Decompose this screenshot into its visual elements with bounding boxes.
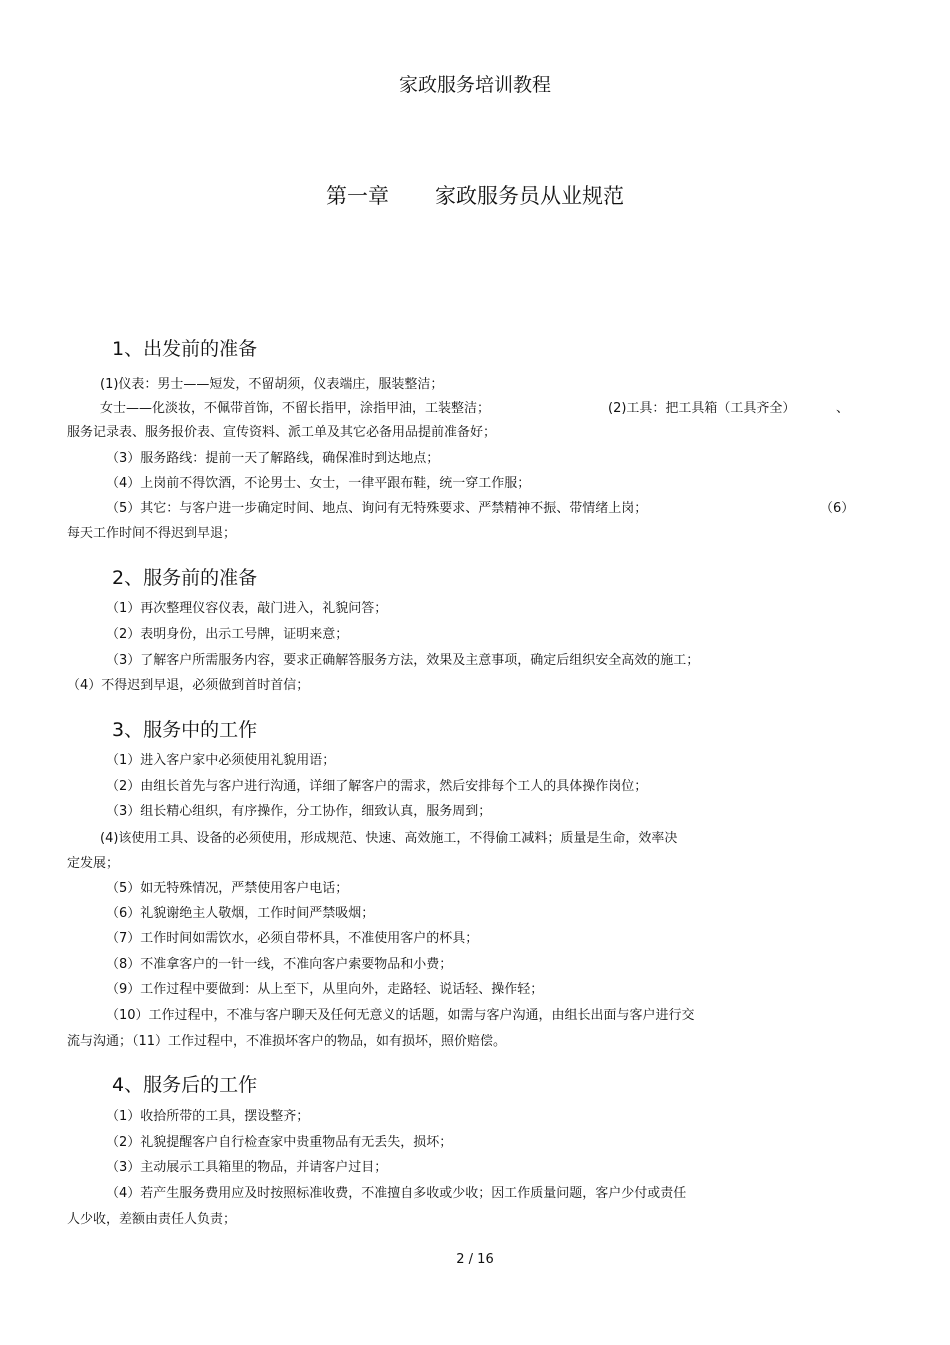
- paragraph-line: （3）了解客户所需服务内容，要求正确解答服务方法，效果及主意事项，确定后组织安全高效的施工；: [106, 653, 700, 668]
- paragraph-line: （5）其它：与客户进一步确定时间、地点、询问有无特殊要求、严禁精神不振、带情绪上岗；: [106, 501, 648, 516]
- paragraph-line: （1）收拾所带的工具，摆设整齐；: [106, 1109, 310, 1124]
- document-title: 家政服务培训教程: [398, 74, 551, 96]
- paragraph-line: （9）工作过程中要做到：从上至下，从里向外，走路轻、说话轻、操作轻；: [106, 982, 544, 997]
- paragraph-line: （2）由组长首先与客户进行沟通，详细了解客户的需求，然后安排每个工人的具体操作岗位；: [106, 779, 648, 794]
- paragraph-line: 女士——化淡妆，不佩带首饰，不留长指甲，涂指甲油，工装整洁；: [100, 401, 491, 416]
- section-heading-3: 3、服务中的工作: [112, 719, 258, 741]
- section-heading-1: 1、出发前的准备: [112, 338, 258, 360]
- paragraph-line: （3）服务路线：提前一天了解路线，确保准时到达地点；: [106, 451, 440, 466]
- paragraph-line: 服务记录表、服务报价表、宣传资料、派工单及其它必备用品提前准备好；: [67, 425, 497, 440]
- paragraph-line: 人少收，差额由责任人负责；: [67, 1212, 237, 1227]
- paragraph-line: (4)该使用工具、设备的必须使用，形成规范、快速、高效施工，不得偷工减料；质量是生命，效率决: [100, 831, 678, 846]
- paragraph-line: （8）不准拿客户的一针一线，不准向客户索要物品和小费；: [106, 957, 453, 972]
- paragraph-line: （1）进入客户家中必须使用礼貌用语；: [106, 753, 336, 768]
- paragraph-line: (2)工具：把工具箱（工具齐全）: [608, 401, 796, 416]
- chapter-title: 家政服务员从业规范: [435, 184, 624, 208]
- paragraph-line: （5）如无特殊情况，严禁使用客户电话；: [106, 881, 349, 896]
- paragraph-line: （4）不得迟到早退，必须做到首时首信；: [67, 678, 310, 693]
- paragraph-line: （2）礼貌提醒客户自行检查家中贵重物品有无丢失，损坏；: [106, 1135, 453, 1150]
- chapter-heading: [0, 180, 950, 210]
- paragraph-line: （1）再次整理仪容仪表，敲门进入，礼貌问答；: [106, 601, 388, 616]
- paragraph-line: 、: [836, 401, 850, 416]
- paragraph-line: （4）上岗前不得饮酒，不论男士、女士，一律平跟布鞋，统一穿工作服；: [106, 476, 531, 491]
- paragraph-line: （7）工作时间如需饮水，必须自带杯具，不准使用客户的杯具；: [106, 931, 479, 946]
- page-indicator: 2 / 16: [456, 1252, 494, 1267]
- paragraph-line: 定发展；: [67, 856, 120, 871]
- paragraph-line: （3）主动展示工具箱里的物品，并请客户过目；: [106, 1160, 388, 1175]
- section-heading-4: 4、服务后的工作: [112, 1074, 258, 1096]
- paragraph-line: （3）组长精心组织，有序操作，分工协作，细致认真，服务周到；: [106, 804, 492, 819]
- chapter-number: 第一章: [326, 184, 389, 208]
- paragraph-line: （6）: [820, 501, 855, 516]
- paragraph-line: 流与沟通；（11）工作过程中，不准损坏客户的物品，如有损坏，照价赔偿。: [67, 1034, 507, 1049]
- paragraph-line: 每天工作时间不得迟到早退；: [67, 526, 237, 541]
- section-heading-2: 2、服务前的准备: [112, 567, 258, 589]
- paragraph-line: （10）工作过程中，不准与客户聊天及任何无意义的话题，如需与客户沟通，由组长出面与客户进行交: [106, 1008, 695, 1023]
- paragraph-line: (1)仪表：男士——短发，不留胡须，仪表端庄，服装整洁；: [100, 377, 444, 392]
- paragraph-line: （4）若产生服务费用应及时按照标准收费，不准擅自多收或少收；因工作质量问题，客户少付或责任: [106, 1186, 687, 1201]
- paragraph-line: （2）表明身份，出示工号牌，证明来意；: [106, 627, 349, 642]
- paragraph-line: （6）礼貌谢绝主人敬烟，工作时间严禁吸烟；: [106, 906, 375, 921]
